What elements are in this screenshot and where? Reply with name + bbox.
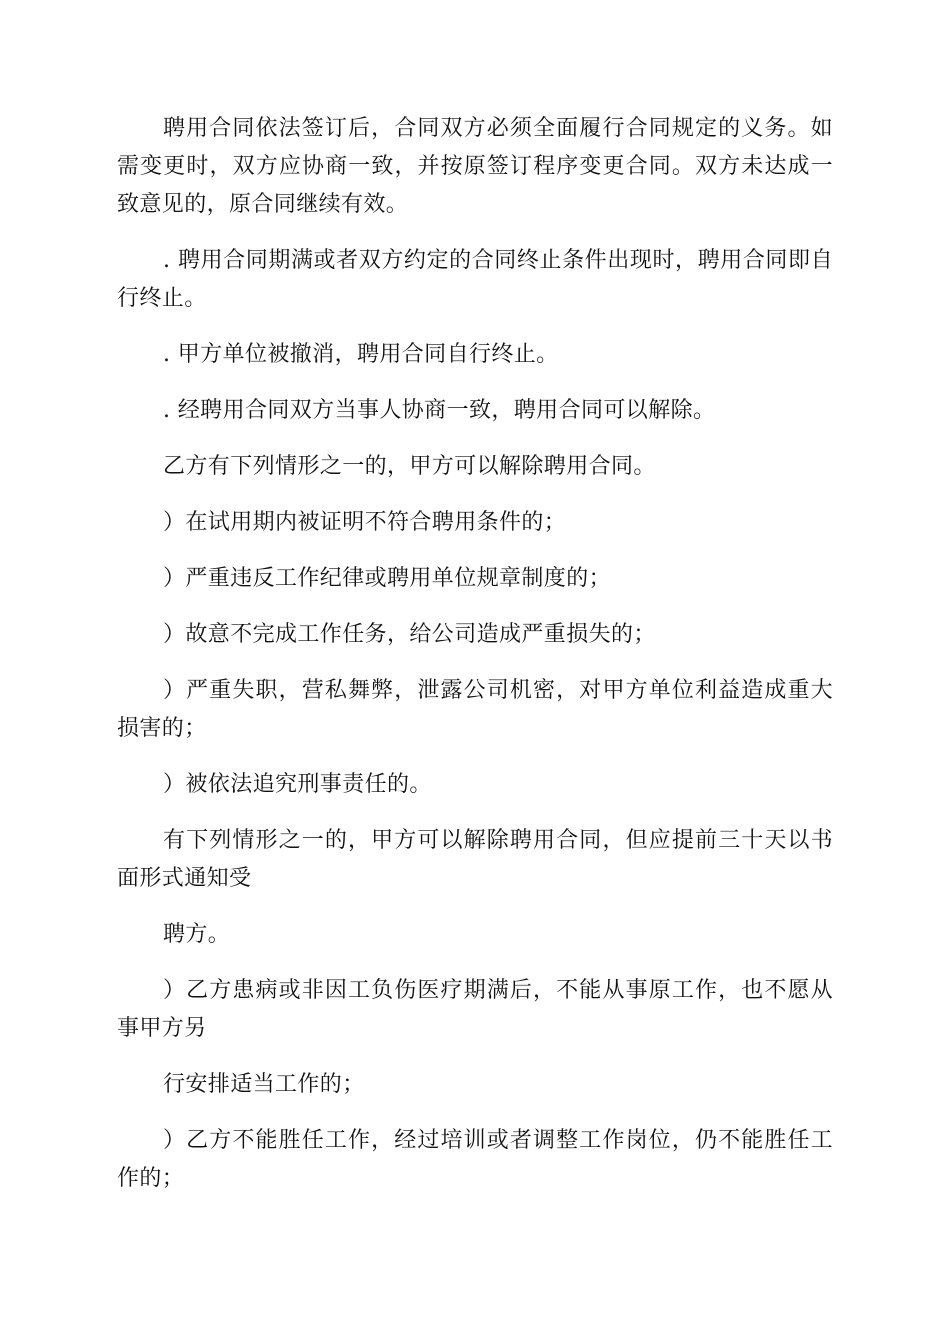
paragraph-notice-termination: 有下列情形之一的，甲方可以解除聘用合同，但应提前三十天以书面形式通知受 (117, 828, 833, 891)
paragraph-unit-revoked: . 甲方单位被撤消，聘用合同自行终止。 (163, 342, 559, 367)
paragraph-mutual-termination: . 经聘用合同双方当事人协商一致，聘用合同可以解除。 (163, 398, 716, 423)
list-item-dereliction: ）严重失职，营私舞弊，泄露公司机密，对甲方单位利益造成重大损害的； (117, 678, 833, 741)
list-item-illness-continuation: 行安排适当工作的； (163, 1072, 365, 1097)
list-item-probation: ）在试用期内被证明不符合聘用条件的； (163, 510, 567, 535)
list-item-discipline: ）严重违反工作纪律或聘用单位规章制度的； (163, 566, 612, 591)
list-item-incompetence: ）乙方不能胜任工作，经过培训或者调整工作岗位，仍不能胜任工作的； (117, 1128, 833, 1191)
paragraph-notice-continuation: 聘方。 (163, 922, 231, 947)
paragraph-contract-expiry: . 聘用合同期满或者双方约定的合同终止条件出现时，聘用合同即自行终止。 (117, 248, 833, 311)
list-item-illness: ）乙方患病或非因工负伤医疗期满后，不能从事原工作，也不愿从事甲方另 (117, 978, 833, 1041)
list-item-criminal: ）被依法追究刑事责任的。 (163, 772, 432, 797)
paragraph-contract-change: 聘用合同依法签订后，合同双方必须全面履行合同规定的义务。如需变更时，双方应协商一致，并按原签订程序变更合同。双方未达成一致意见的，原合同继续有效。 (117, 116, 833, 217)
document-page (117, 110, 833, 1216)
paragraph-termination-conditions: 乙方有下列情形之一的，甲方可以解除聘用合同。 (163, 454, 656, 479)
list-item-task-failure: ）故意不完成工作任务，给公司造成严重损失的； (163, 622, 656, 647)
